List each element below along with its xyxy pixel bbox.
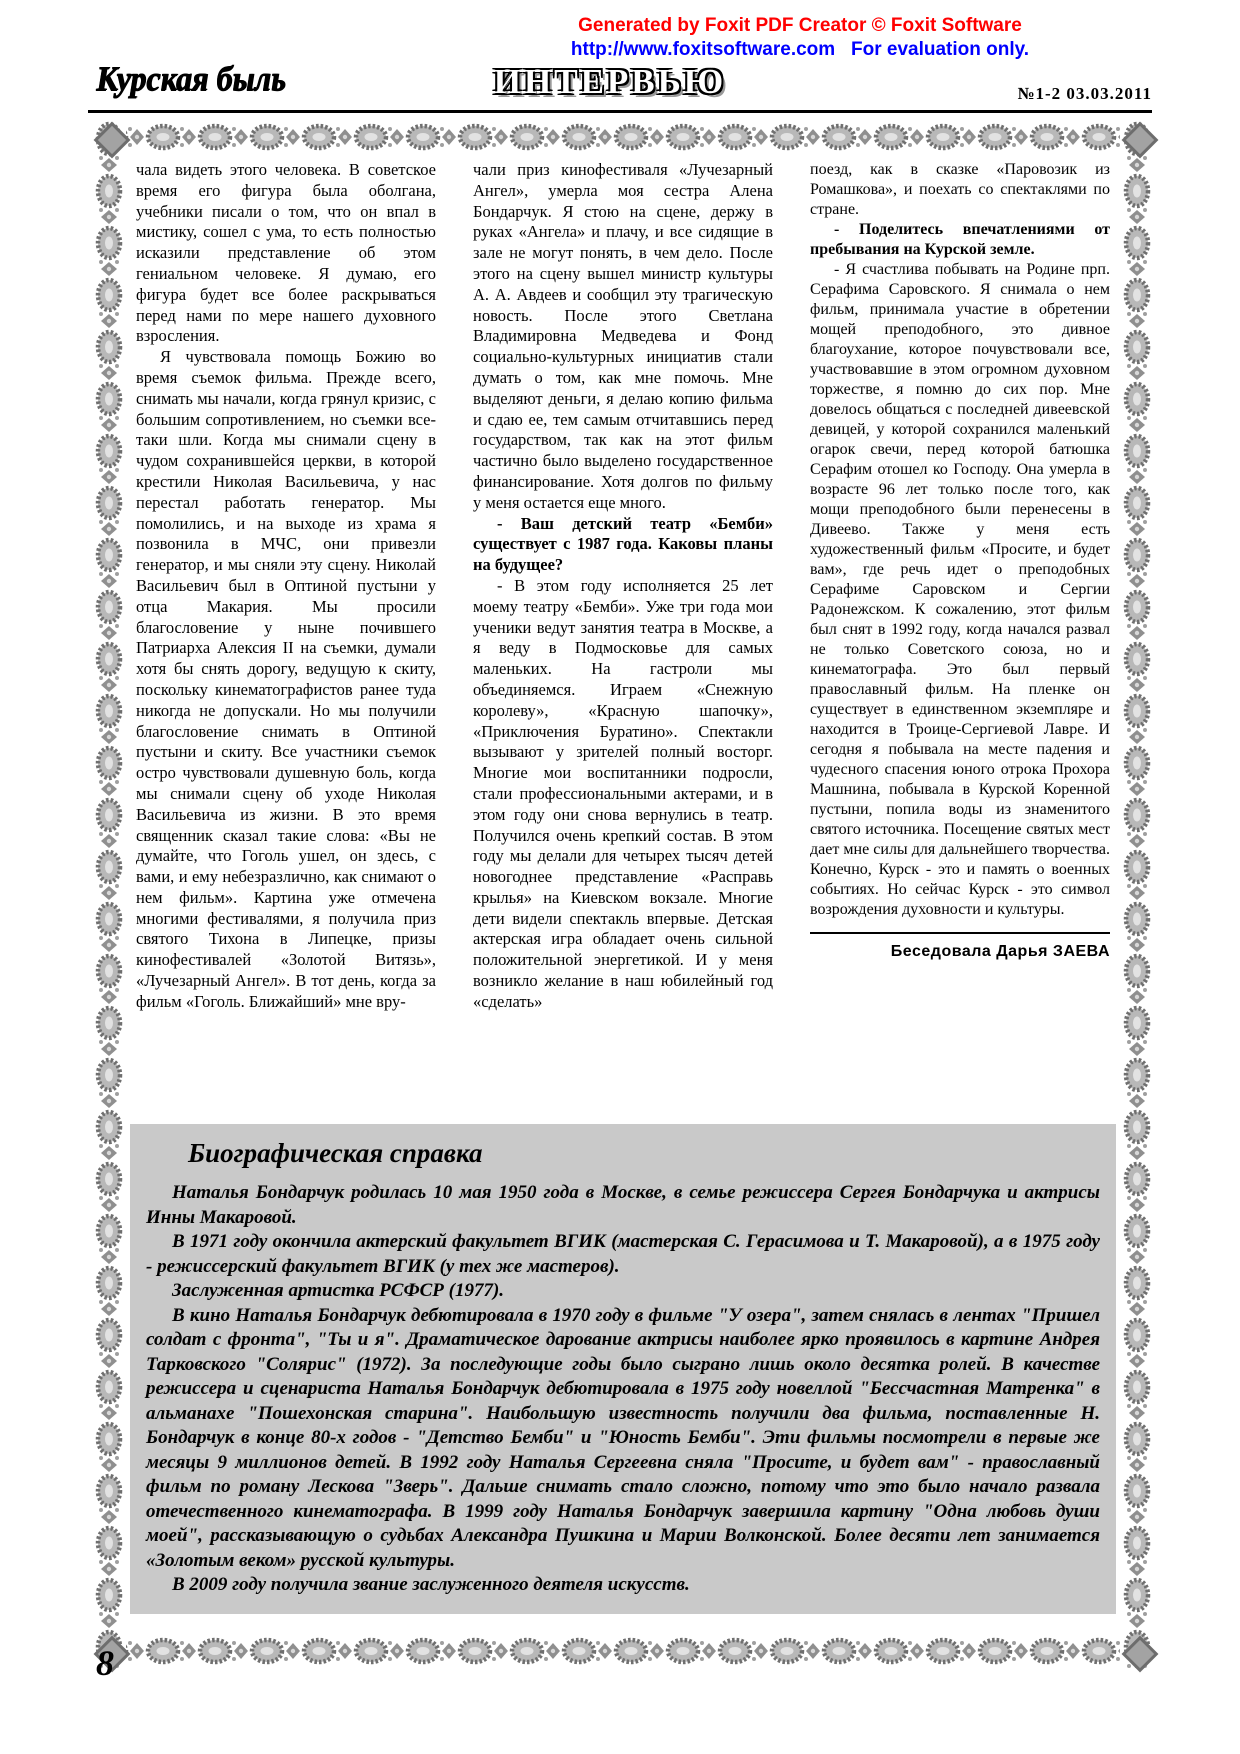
foxit-watermark xyxy=(380,14,1220,62)
paragraph: - В этом году исполняется 25 лет моему театру «Бемби». Уже три года мои ученики ведут занятия театра в Москве, а я веду в Подмосковье для самых маленьких. На гастроли мы объединяемся. Играем «Снежную королеву», «Красную шапочку», «Приключения Буратино». Спектакли вызывают у зрителей полный восторг. Многие мои воспитанники подросли, стали профессиональными актерами, и в этом году они снова вернулись в театр. Получился очень крепкий состав. В этом году мы делали для четырех тысяч детей новогоднее представление «Расправь крылья» на Киевском вокзале. Многие дети видели спектакль впервые. Детская актерская игра обладает очень сильной положительной энергетикой. И у меня возникло желание в наш юбилейный год «сделать» xyxy=(473,575,773,1011)
page-number: 8 xyxy=(96,1643,114,1683)
ornamental-border-right xyxy=(1120,120,1154,1668)
masthead-logo: Курская быль xyxy=(96,58,286,98)
interview-question: - Ваш детский театр «Бемби» существует с 1987 года. Каковы планы на будущее? xyxy=(473,513,773,575)
article-column-3 xyxy=(810,160,1110,1013)
interview-question: - Поделитесь впечатлениями от пребывания на Курской земле. xyxy=(810,221,1110,258)
watermark-line1: Generated by Foxit PDF Creator © Foxit Software xyxy=(578,15,1022,36)
bio-paragraph: В 1971 году окончила актерский факультет ВГИК (мастерская С. Герасимова и Т. Макаровой), а в 1975 году - режиссерский факультет ВГИК (у тех же мастеров). xyxy=(146,1231,1100,1277)
bio-paragraph: Заслуженная артистка РСФСР (1977). xyxy=(172,1280,505,1301)
header-rule xyxy=(88,110,1152,113)
paragraph: Я чувствовала помощь Божию во время съемок фильма. Прежде всего, снимать мы начали, когда грянул кризис, с большим сопротивлением, но съемки все-таки шли. Когда мы снимали сцену в чудом сохранившейся церкви, в которой крестили Николая Васильевича, у нас перестал работать генератор. Мы помолились, и на выходе из храма я позвонила в МЧС, они привезли генератор, и мы сняли эту сцену. Николай Васильевич был в Оптиной пустыни у отца Макария. Мы просили благословение у ныне почившего Патриарха Алексия II на съемки, думали хотя бы снять дорогу, ведущую к скиту, поскольку кинематографистов ранее туда никогда не допускали. Но мы получили благословение снимать в Оптиной пустыни и скиту. Все участники съемок остро чувствовали душевную боль, когда мы снимали сцену об уходе Николая Васильевича из жизни. В это время священник сказал такие слова: «Вы не думайте, что Гоголь ушел, он здесь, с вами, и ему небезразлично, как снимают о нем фильм». Картина уже отмечена многими фестивалями, я получила приз святого Тихона в Липецке, призы кинофестивалей «Золотой Витязь», «Лучезарный Ангел». В тот день, когда за фильм «Гоголь. Ближайший» мне вру- xyxy=(136,347,436,1011)
ornamental-border-left xyxy=(92,120,126,1668)
bio-paragraph: В 2009 году получила звание заслуженного деятеля искусств. xyxy=(172,1574,690,1595)
article-column-1 xyxy=(136,160,436,1013)
paragraph: - Я счастлива побывать на Родине прп. Серафима Саровского. Я снимала о нем фильм, принимала участие в обретении мощей преподобного, это дивное благоухание, которое почувствовали все, участвовавшие в этом огромном духовном торжестве, я помню до сих пор. Мне довелось общаться с последней дивеевской девицей, у которой сохранился маленький огарок свечи, перед которой батюшка Серафим отошел ко Господу. Она умерла в возрасте 96 лет только после того, как мощи преподобного были перенесены в Дивеево. Также у меня есть художественный фильм «Просите, и будет вам», где речь идет о преподобных Серафиме Саровском и Сергии Радонежском. К сожалению, этот фильм был снят в 1992 году, когда начался развал не только Советского союза, но и кинематографа. Это был первый православный фильм. На пленке он существует в единственном экземпляре и находится в Троице-Сергиевой Лавре. И сегодня я побывала на месте падения и чудесного спасения юного отрока Прохора Машнина, побывала в Курской Коренной пустыни, попила воды из знаменитого святого источника. Посещение святых мест дает мне силы для дальнейшего творчества. Конечно, Курск - это и память о военных событиях. Но сейчас Курск - это символ возрождения духовности и культуры. xyxy=(810,261,1110,918)
bio-title: Биографическая справка xyxy=(188,1138,483,1168)
paragraph: поезд, как в сказке «Паровозик из Ромашкова», и поехать со спектаклями по стране. xyxy=(810,161,1110,218)
section-title: ИНТЕРВЬЮ xyxy=(493,62,727,101)
byline-rule xyxy=(810,932,1110,934)
bio-box xyxy=(130,1124,1116,1614)
paragraph: чали приз кинофестиваля «Лучезарный Ангел», умерла моя сестра Алена Бондарчук. Я стою на сцене, держу в руках «Ангела» и плачу, и все сидящие в зале не могут понять, в чем дело. После этого на сцену вышел министр культуры А. А. Авдеев и сообщил эту трагическую новость. После этого Светлана Владимировна Медведева и Фонд социально-культурных инициатив стали думать о том, как мне помочь. Мне выделяют деньги, я делаю копию фильма и сдаю ее, тем самым отчитавшись перед государством, так как на этот фильм частично было выделено государственное финансирование. Хотя долгов по фильму у меня остается еще много. xyxy=(473,160,773,512)
ornamental-border-top xyxy=(92,120,1154,154)
byline: Беседовала Дарья ЗАЕВА xyxy=(890,943,1110,960)
bio-paragraph: Наталья Бондарчук родилась 10 мая 1950 года в Москве, в семье режиссера Сергея Бондарчука и актрисы Инны Макаровой. xyxy=(146,1182,1100,1228)
article-columns xyxy=(136,160,1110,1013)
ornamental-border-bottom xyxy=(92,1634,1154,1668)
issue-number-date: №1-2 03.03.2011 xyxy=(1017,84,1152,103)
paragraph: чала видеть этого человека. В советское время его фигура была оболгана, учебники писали о том, что он впал в мистику, сошел с ума, то есть полностью исказили представление об этом гениальном человеке. Я думаю, его фигура будет все более раскрываться перед нами по мере нашего духовного взросления. xyxy=(136,160,436,346)
bio-paragraph: В кино Наталья Бондарчук дебютировала в 1970 году в фильме "У озера", затем снялась в лентах "Пришел солдат с фронта", "Ты и я". Драматическое дарование актрисы наиболее ярко проявилось в картине Андрея Тарковского "Солярис" (1972). За последующие годы было сыграно лишь около десятка ролей. В качестве режиссера и сценариста Наталья Бондарчук дебютировала в 1975 году новеллой "Бессчастная Матренка" в альманахе "Пошехонская старина". Наибольшую известность получили два фильма, поставленные Н. Бондарчук в конце 80-х годов - "Детство Бемби" и "Юность Бемби". Эти фильмы посмотрели в первые же месяцы 9 миллионов детей. В 1992 году Наталья Сергеевна сняла "Просите, и будет вам" - православный фильм по роману Лескова "Зверь". Дальше снимать стало сложно, потому что это было начало развала отечественного кинематографа. В 1999 году Наталья Бондарчук завершила картину "Одна любовь души моей", рассказывающую о судьбах Александра Пушкина и Марии Волконской. Более десяти лет занимается «Золотым веком» русской культуры. xyxy=(146,1304,1100,1571)
article-column-2 xyxy=(473,160,773,1013)
watermark-url-link[interactable]: http://www.foxitsoftware.com For evaluation only. xyxy=(570,39,1030,60)
